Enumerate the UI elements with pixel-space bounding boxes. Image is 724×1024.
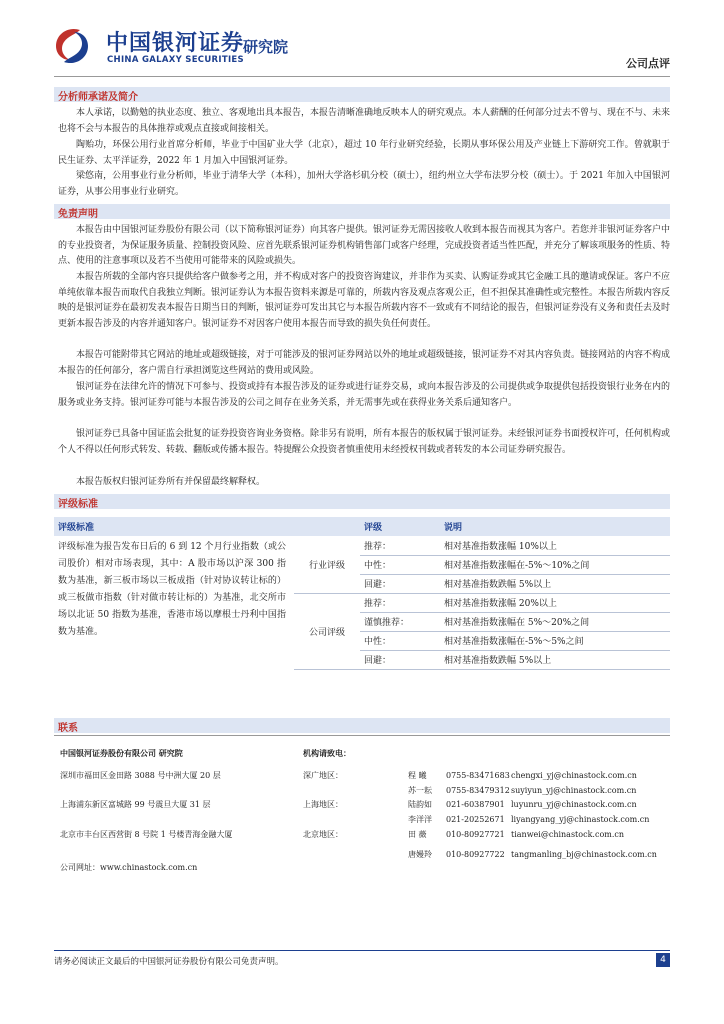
contact-divider [54, 735, 670, 736]
institute-label: 研究院 [243, 38, 289, 56]
rating-level: 推荐： [360, 593, 440, 612]
contact-section-title: 联系 [58, 723, 78, 734]
contact-name: 田 薇 [408, 830, 427, 839]
analyst-commitment-paragraph: 本人承诺，以勤勉的执业态度、独立、客观地出具本报告，本报告清晰准确地反映本人的研究观点。本人薪酬的任何部分过去不曾与、现在不与、未来也将不会与本报告的具体推荐或观点直接或间接相关。 [58, 108, 671, 134]
disclaimer-paragraph: 本报告由中国银河证券股份有限公司（以下简称银河证券）向其客户提供。银河证券无需因接收人收到本报告而视其为客户。若您并非银河证券客户中的专业投资者，为保证服务质量、控制投资风险、应首先联系银河证券机构销售部门或客户经理，完成投资者适当性匹配，并充分了解该项服务的性质、特点、使用的注意事项以及若不当使用可能带来的风险或损失。 [58, 225, 671, 267]
disclaimer-section-title: 免责声明 [58, 209, 98, 220]
region-label: 北京地区： [303, 830, 343, 839]
contact-name: 唐嫚羚 [408, 850, 432, 859]
contact-phone: 010-80927722 [446, 850, 505, 859]
contact-phone: 0755-83471683 [446, 771, 510, 780]
contact-name: 李洋洋 [408, 815, 432, 824]
rating-standard-description: 评级标准为报告发布日后的 6 到 12 个月行业指数（或公司股价）相对市场表现，其中：A 股市场以沪深 300 指数为基准，新三板市场以三板成指（针对协议转让标的）或三板做市指数（针对做市转让标的）为基准，北交所市场以北证 50 指数为基准，香港市场以摩根士丹利中国指数为基准。 [58, 542, 286, 637]
disclaimer-paragraph: 银河证券在法律允许的情况下可参与、投资或持有本报告涉及的证券或进行证券交易，或向本报告涉及的公司提供或争取提供包括投资银行业务在内的服务或业务支持。银河证券可能与本报告涉及的公司之间存在业务关系，并无需事先或在获得业务关系后通知客户。 [58, 382, 671, 408]
contact-name: 陆韵如 [408, 800, 432, 809]
footer-disclaimer-notice: 请务必阅读正文最后的中国银河证券股份有限公司免责声明。 [54, 957, 284, 967]
analyst-section-header [54, 87, 670, 102]
rating-header-level: 评级 [360, 517, 440, 536]
contact-phone: 010-80927721 [446, 830, 505, 839]
rating-level: 中性： [360, 555, 440, 574]
rating-level: 谨慎推荐： [360, 612, 440, 631]
rating-table [54, 517, 670, 670]
rating-description: 相对基准指数跌幅 5%以上 [440, 650, 670, 669]
region-label: 深广地区： [303, 771, 343, 780]
contact-email[interactable]: tianwei@chinastock.com.cn [511, 830, 625, 839]
rating-description: 相对基准指数涨幅在-5%～10%之间 [440, 555, 670, 574]
page-header [0, 0, 724, 78]
contact-name: 程 曦 [408, 771, 427, 780]
rating-level: 回避： [360, 574, 440, 593]
logo-chinese-name: 中国银河证券 [106, 31, 245, 56]
contact-section-header [54, 718, 670, 733]
contact-email[interactable]: tangmanling_bj@chinastock.com.cn [511, 850, 657, 859]
industry-rating-label: 行业评级 [294, 536, 360, 593]
institution-label: 机构请致电： [303, 749, 351, 758]
rating-description: 相对基准指数涨幅 20%以上 [440, 593, 670, 612]
rating-level: 中性： [360, 631, 440, 650]
galaxy-logo-icon [50, 24, 94, 68]
disclaimer-paragraph: 本报告版权归银河证券所有并保留最终解释权。 [76, 477, 266, 487]
analyst-bio-paragraph: 陶贻功，环保公用行业首席分析师，毕业于中国矿业大学（北京），超过 10 年行业研究经验，长期从事环保公用及产业链上下游研究工作。曾就职于民生证券、太平洋证券，2022 年 1 月加入中国银河证券。 [58, 140, 670, 166]
contact-email[interactable]: liyangyang_yj@chinastock.com.cn [511, 815, 650, 824]
rating-description: 相对基准指数涨幅 10%以上 [440, 536, 670, 555]
rating-level: 回避： [360, 650, 440, 669]
address-shanghai: 上海浦东新区富城路 99 号震旦大厦 31 层 [60, 800, 211, 809]
contact-phone: 021-60387901 [446, 800, 505, 809]
region-label: 上海地区： [303, 800, 343, 809]
footer-divider [54, 950, 670, 951]
company-name: 中国银河证券股份有限公司 研究院 [60, 749, 183, 758]
contact-email[interactable]: suyiyun_yj@chinastock.com.cn [511, 786, 637, 795]
report-type: 公司点评 [626, 57, 670, 70]
contact-phone: 0755-83479312 [446, 786, 510, 795]
rating-header-description: 说明 [440, 517, 670, 536]
disclaimer-section-header [54, 204, 670, 219]
rating-header-standard: 评级标准 [54, 517, 294, 536]
contact-phone: 021-20252671 [446, 815, 505, 824]
contact-email[interactable]: chengxi_yj@chinastock.com.cn [511, 771, 637, 780]
rating-level: 推荐： [360, 536, 440, 555]
logo-english-name: CHINA GALAXY SECURITIES [107, 55, 244, 65]
contact-name: 苏一耘 [408, 786, 432, 795]
rating-section-header [54, 494, 670, 509]
disclaimer-paragraph: 银河证券已具备中国证监会批复的证券投资咨询业务资格。除非另有说明，所有本报告的版权属于银河证券。未经银河证券书面授权许可，任何机构或个人不得以任何形式转发、转载、翻版或传播本报告。特提醒公众投资者慎重使用未经授权刊载或者转发的本公司证券研究报告。 [58, 429, 671, 455]
rating-description: 相对基准指数涨幅在 5%～20%之间 [440, 612, 670, 631]
analyst-bio-paragraph: 梁悠南，公用事业行业分析师，毕业于清华大学（本科），加州大学洛杉矶分校（硕士），纽约州立大学布法罗分校（硕士）。于 2021 年加入中国银河证券，从事公用事业行业研究。 [58, 171, 670, 197]
disclaimer-paragraph: 本报告可能附带其它网站的地址或超级链接，对于可能涉及的银河证券网站以外的地址或超级链接，银河证券不对其内容负责。链接网站的内容不构成本报告的任何部分，客户需自行承担浏览这些网站的费用或风险。 [58, 350, 671, 376]
analyst-section-title: 分析师承诺及简介 [58, 92, 138, 103]
table-row [54, 536, 670, 555]
rating-section-title: 评级标准 [58, 499, 98, 510]
company-rating-label: 公司评级 [294, 593, 360, 669]
company-website[interactable]: 公司网址：www.chinastock.com.cn [60, 863, 198, 872]
address-beijing: 北京市丰台区西营街 8 号院 1 号楼青海金融大厦 [60, 830, 233, 839]
header-divider [54, 76, 670, 77]
disclaimer-paragraph: 本报告所载的全部内容只提供给客户做参考之用，并不构成对客户的投资咨询建议，并非作为买卖、认购证券或其它金融工具的邀请或保证。客户不应单纯依靠本报告而取代自我独立判断。银河证券认为本报告资料来源是可靠的，所载内容及观点客观公正，但不担保其准确性或完整性。本报告所载内容反映的是银河证券在最初发表本报告日期当日的判断，银河证券可发出其它与本报告所载内容不一致或有不同结论的报告，但银河证券没有义务和责任去及时更新本报告涉及的内容并通知客户。银河证券不对因客户使用本报告而导致的损失负任何责任。 [58, 272, 671, 329]
rating-description: 相对基准指数涨幅在-5%～5%之间 [440, 631, 670, 650]
rating-table-header [54, 517, 670, 536]
address-shenzhen: 深圳市福田区金田路 3088 号中洲大厦 20 层 [60, 771, 221, 780]
contact-email[interactable]: luyunru_yj@chinastock.com.cn [511, 800, 637, 809]
page-number: 4 [656, 953, 670, 967]
rating-description: 相对基准指数跌幅 5%以上 [440, 574, 670, 593]
